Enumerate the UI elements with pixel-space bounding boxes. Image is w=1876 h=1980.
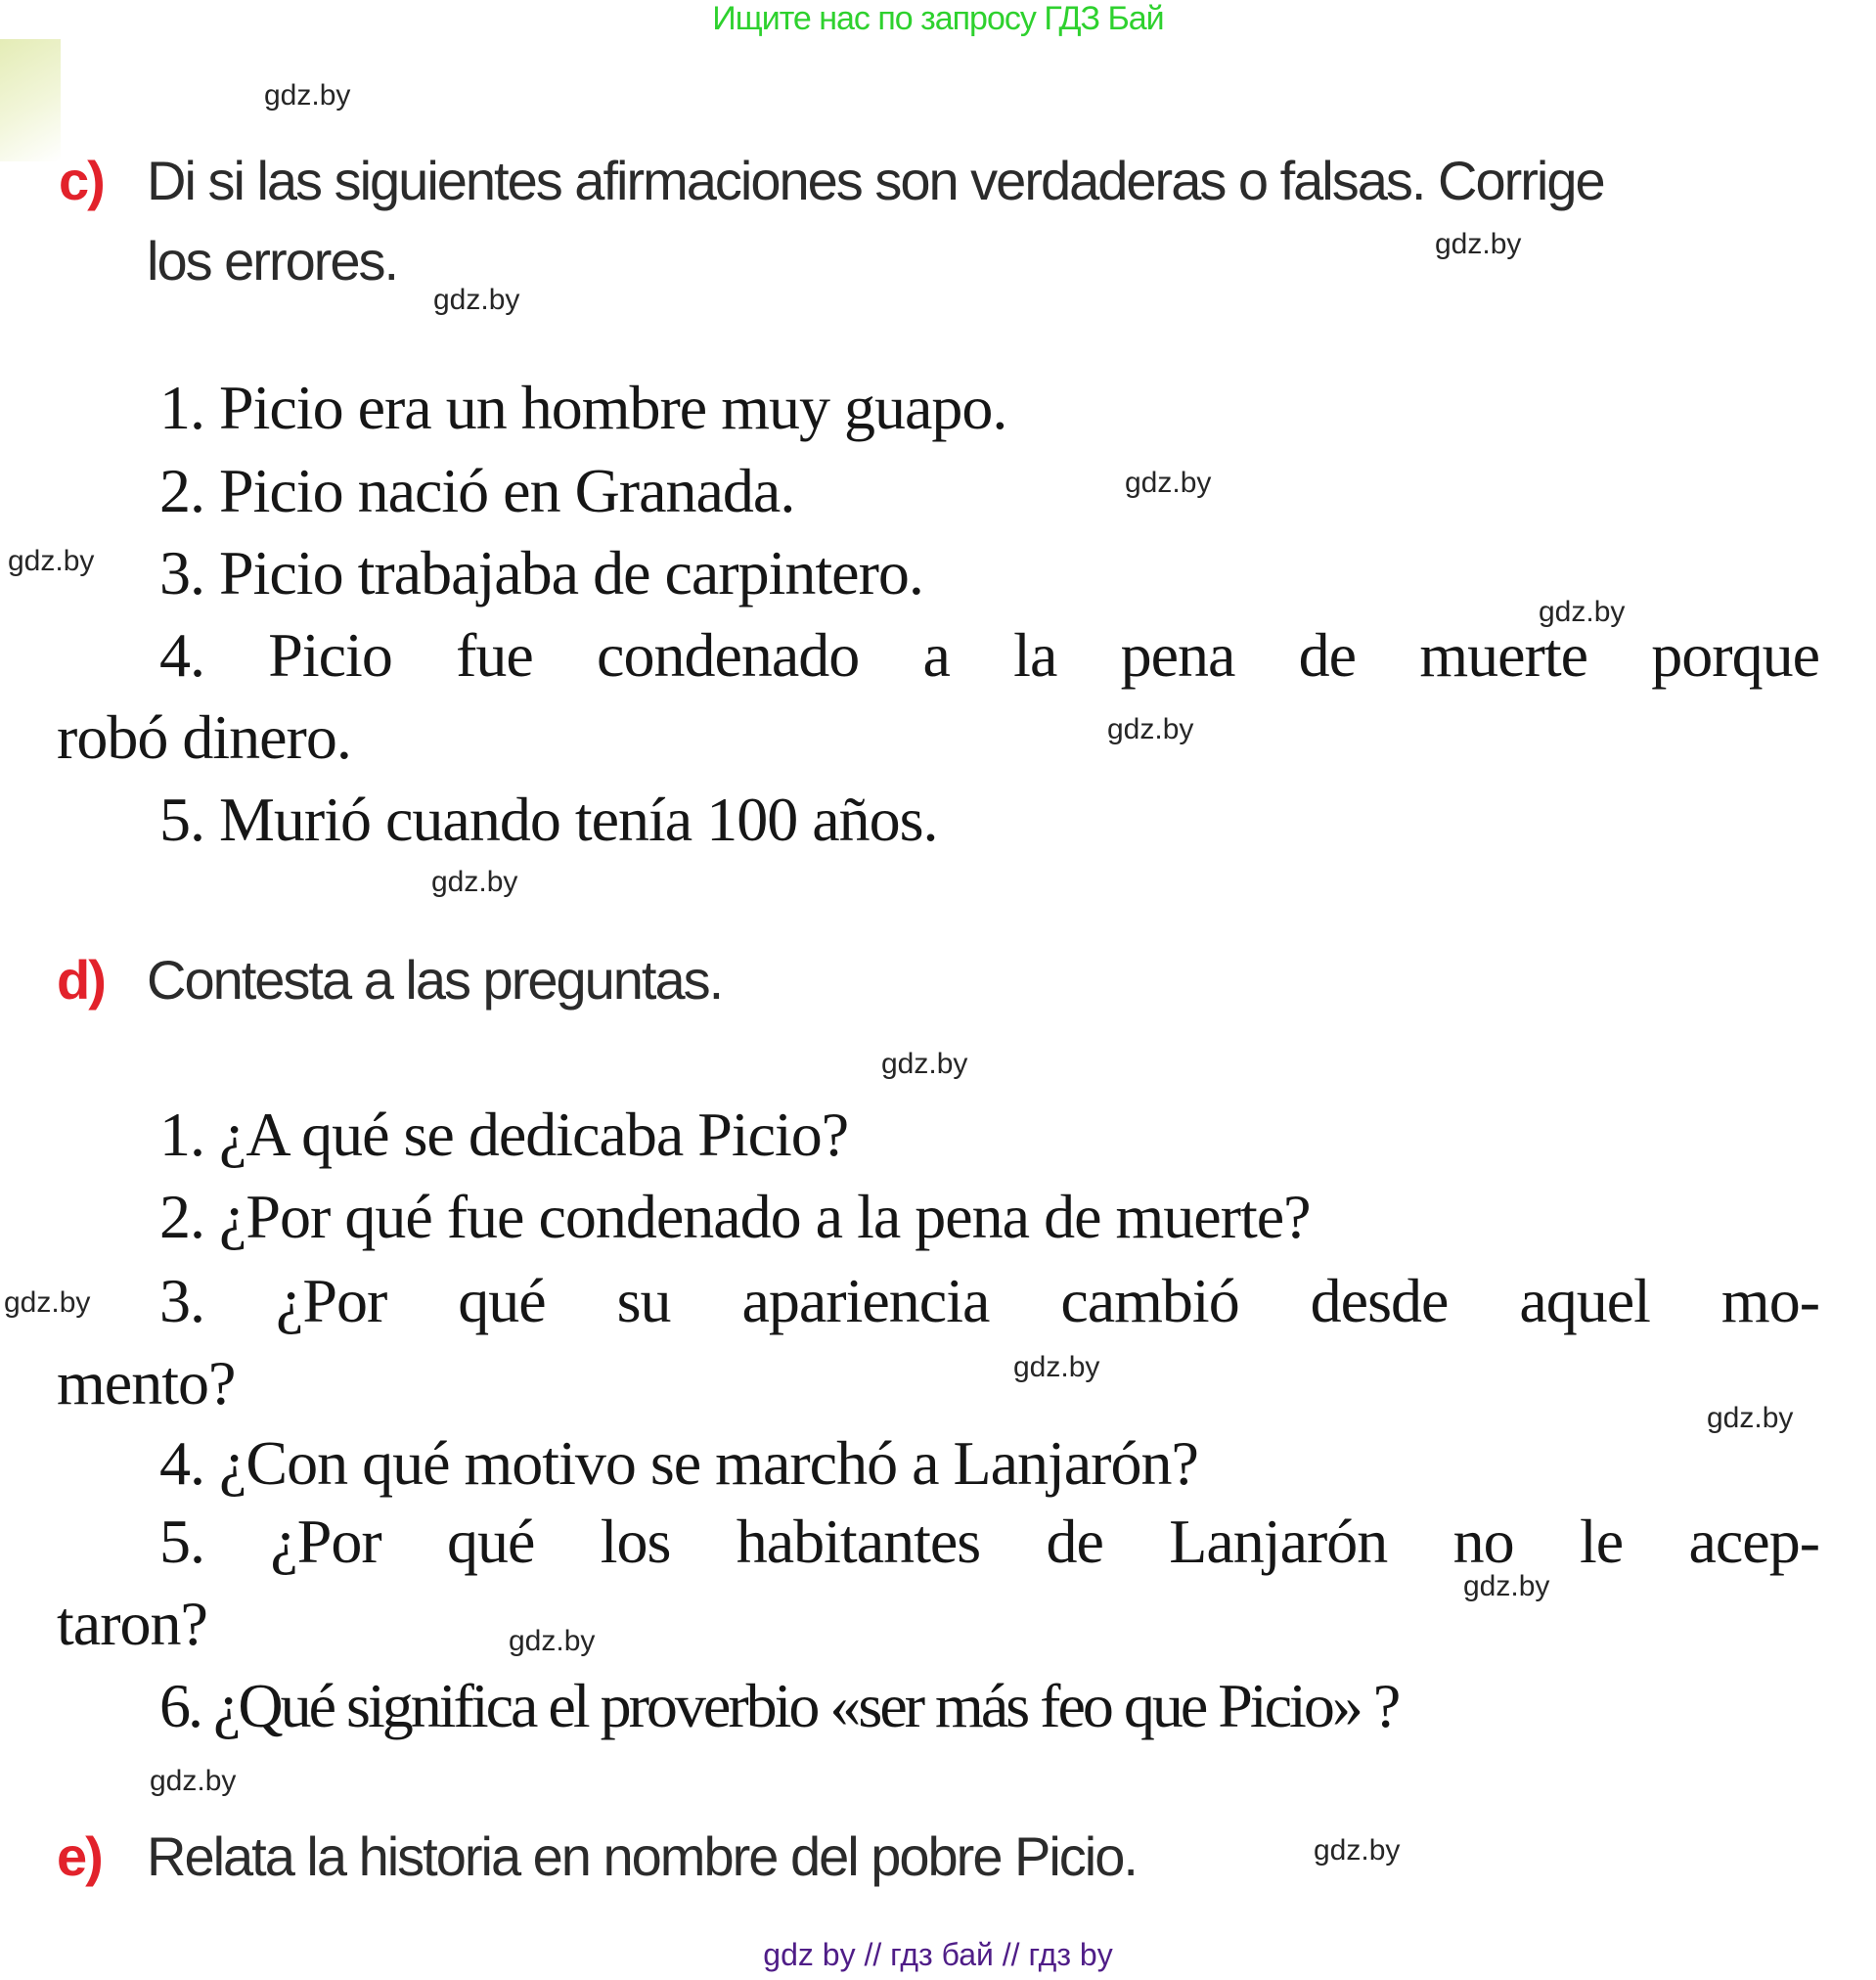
gdz-watermark: gdz.by xyxy=(881,1048,968,1080)
statement-item-2: 2. Picio nació en Granada. xyxy=(159,456,795,525)
section-e-title: Relata la historia en nombre del pobre Picio. xyxy=(147,1825,1137,1887)
question-item-5-line2: taron? xyxy=(57,1589,207,1658)
gdz-watermark: gdz.by xyxy=(433,284,520,316)
statement-item-4-line2: robó dinero. xyxy=(57,702,351,772)
section-e-marker: e) xyxy=(57,1825,102,1887)
site-banner: Ищите нас по запросу ГДЗ Бай xyxy=(712,0,1164,37)
section-c-title-line2: los errores. xyxy=(147,230,398,292)
statement-item-3: 3. Picio trabajaba de carpintero. xyxy=(159,538,923,608)
gdz-watermark: gdz.by xyxy=(1314,1834,1401,1867)
section-d-marker: d) xyxy=(57,949,105,1011)
section-d-title: Contesta a las preguntas. xyxy=(147,949,723,1011)
question-item-2: 2. ¿Por qué fue condenado a la pena de muerte? xyxy=(159,1182,1311,1251)
gdz-watermark: gdz.by xyxy=(4,1286,91,1319)
gdz-watermark: gdz.by xyxy=(1463,1570,1550,1602)
section-c-marker: c) xyxy=(59,150,104,211)
question-item-3-line2: mento? xyxy=(57,1348,236,1418)
statement-item-5: 5. Murió cuando tenía 100 años. xyxy=(159,785,938,854)
question-item-6: 6. ¿Qué significa el proverbio «ser más feo que Picio» ? xyxy=(159,1671,1399,1740)
gdz-watermark: gdz.by xyxy=(264,79,351,112)
gdz-watermark: gdz.by xyxy=(150,1765,237,1797)
gdz-watermark: gdz.by xyxy=(1013,1351,1100,1383)
gdz-watermark: gdz.by xyxy=(431,866,518,898)
statement-item-4-line1: 4. Picio fue condenado a la pena de muerte porque xyxy=(159,620,1819,690)
gdz-watermark: gdz.by xyxy=(8,545,95,577)
gdz-watermark: gdz.by xyxy=(1707,1402,1794,1434)
gdz-watermark: gdz.by xyxy=(1107,713,1194,745)
gdz-watermark: gdz.by xyxy=(1435,228,1522,260)
question-item-1: 1. ¿A qué se dedicaba Picio? xyxy=(159,1100,849,1169)
gdz-watermark: gdz.by xyxy=(1539,596,1626,628)
statement-item-1: 1. Picio era un hombre muy guapo. xyxy=(159,373,1007,442)
question-item-4: 4. ¿Con qué motivo se marchó a Lanjarón? xyxy=(159,1428,1198,1498)
gdz-watermark: gdz.by xyxy=(1125,467,1212,499)
section-c-title-line1: Di si las siguientes afirmaciones son verdaderas o falsas. Corrige xyxy=(147,150,1604,211)
footer-watermark: gdz by // гдз бай // гдз by xyxy=(763,1937,1113,1972)
gdz-watermark: gdz.by xyxy=(509,1625,596,1657)
question-item-5-line1: 5. ¿Por qué los habitantes de Lanjarón no le acep- xyxy=(159,1507,1819,1576)
question-item-3-line1: 3. ¿Por qué su apariencia cambió desde aquel mo- xyxy=(159,1266,1819,1335)
corner-decoration xyxy=(0,39,61,161)
